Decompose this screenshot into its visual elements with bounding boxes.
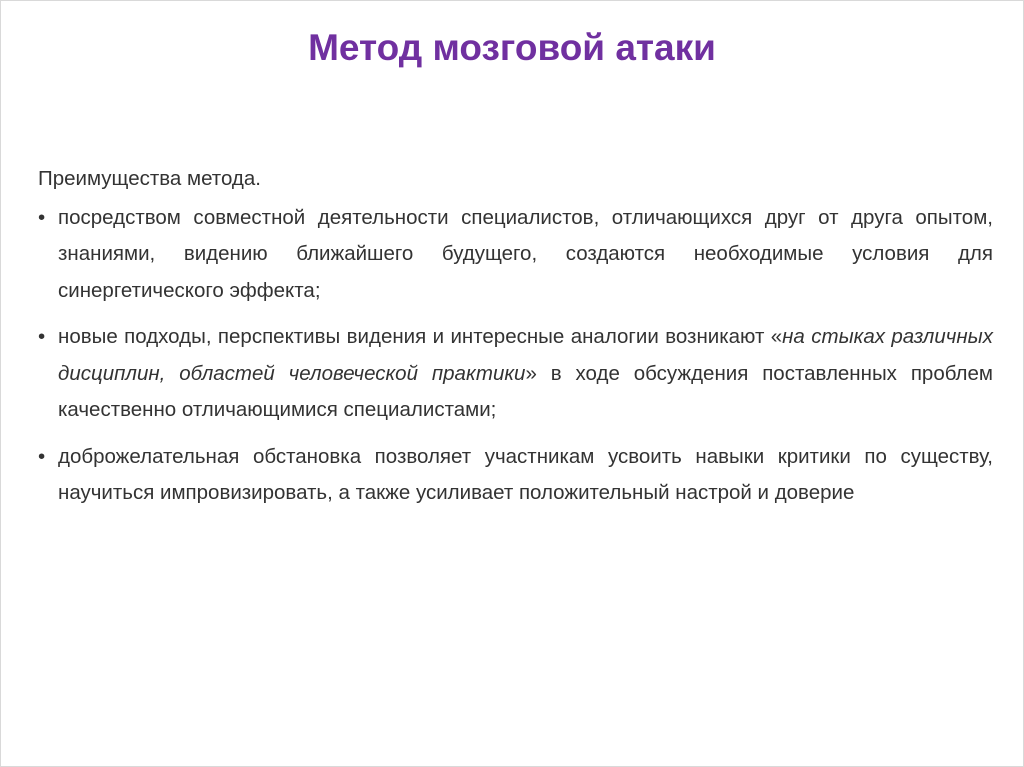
- bullet-item-synergy: [38, 200, 993, 310]
- bullet-item-new-approaches: [38, 319, 993, 429]
- bullet-dot-icon: •: [38, 205, 46, 229]
- intro-text: Преимущества метода.: [38, 167, 261, 190]
- bullet-text-new-approaches-quote: на стыках различных дисциплин, областей человеческой практики: [58, 325, 993, 385]
- slide-content: [38, 161, 993, 522]
- bullet-text-synergy: посредством совместной деятельности специалистов, отличающихся друг от друга опытом, знаниями, видению ближайшего будущего, создаются необходимые условия для синергетического эффекта;: [58, 205, 993, 302]
- slide-title: Метод мозговой атаки: [308, 27, 716, 68]
- bullet-text-new-approaches-end: » в ходе обсуждения поставленных проблем качественно отличающимися специалистами;: [58, 361, 994, 421]
- bullet-text-atmosphere: доброжелательная обстановка позволяет участникам усвоить навыки критики по существу, научиться импровизировать, а также усиливает положительный настрой и доверие: [58, 444, 993, 504]
- bullet-item-atmosphere: [38, 439, 993, 512]
- bullet-text-new-approaches-start: новые подходы, перспективы видения и интересные аналогии возникают «: [58, 325, 783, 348]
- bullet-dot-icon: •: [38, 444, 46, 468]
- bullet-list: [38, 200, 993, 512]
- bullet-dot-icon: •: [38, 325, 46, 348]
